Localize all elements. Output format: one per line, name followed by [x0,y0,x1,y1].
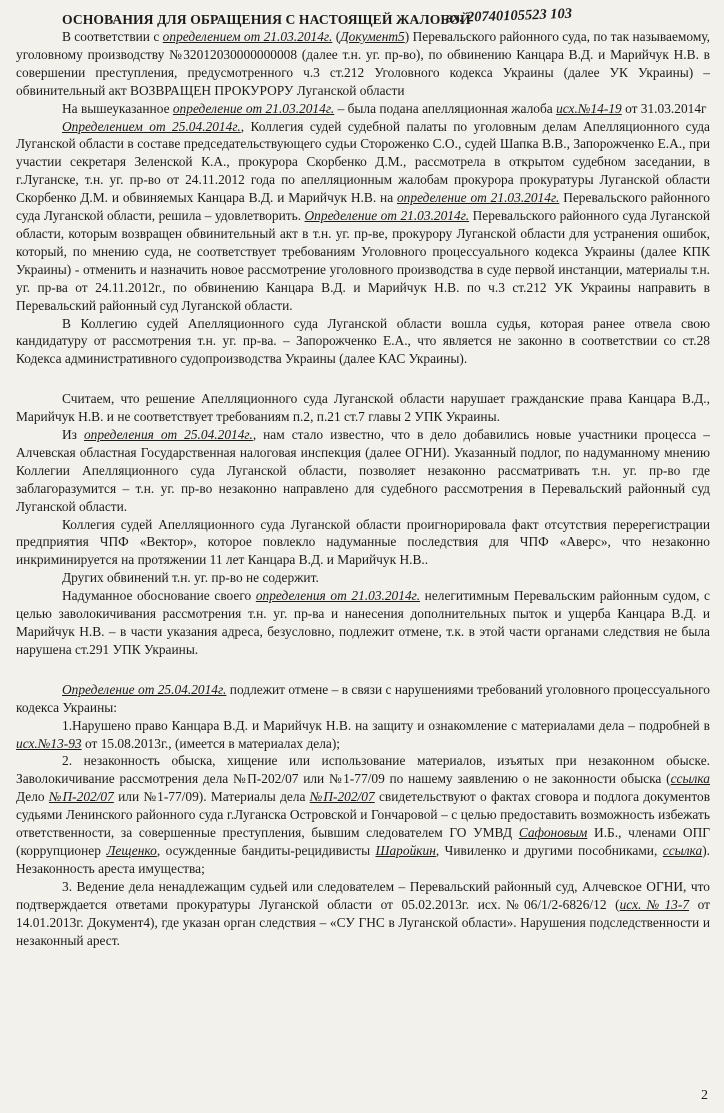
link-reference[interactable]: ссылка [670,771,710,787]
link-case-p-202-07[interactable]: №П-202/07 [48,789,114,805]
paragraph-1: В соответствии с определением от 21.03.2014г. (Документ5) Перевальского районного суда, по так называемому, уголовному производству №32012030000000008 (далее т.н. уг. пр-во), по обвинению Канцара В.Д. и Марийчук Н.В. в совершении преступления, предусмотренного ч.3 ст.212 Уголовного кодекса Украины (далее УК Украины) – обвинительный акт ВОЗВРАЩЕН ПРОКУРОРУ Луганской области [16,29,710,98]
link-ruling-21-03[interactable]: Определение от 21.03.2014г. [304,208,470,224]
link-ruling-25-04[interactable]: Определением от 25.04.2014г. [62,118,241,134]
paragraph-13: 3. Ведение дела ненадлежащим судьей или следователем – Перевальский районный суд, Алчевское ОГНИ, что подтверждается ответами прокуратуры Луганской области от 05.02.2013г. исх.№06/1/2-6826/12 (исх.№13-7 от 14.01.2013г. Документ4), где указан орган следствия – «СУ ГНС в Луганской области». Нарушения подследственности и незаконный арест. [16,878,710,948]
paragraph-10: Определение от 25.04.2014г. подлежит отмене – в связи с нарушениями требований уголовного процессуального кодекса Украины: [16,681,710,715]
paragraph-9: Надуманное обоснование своего определения от 21.03.2014г. нелегитимным Перевальским районным судом, с целью заволокичивания рассмотрения т.н. уг. пр-ва и нанесения дополнительных пыток и ущерба Канцара В.Д. и Марийчук Н.В. – в части указания адреса, безусловно, подлежит отмене, т.к. в этой части органами следствия не была нарушена ст.291 УПК Украины. [16,588,710,657]
page-number: 2 [701,1088,708,1104]
paragraph-8: Других обвинений т.н. уг. пр-во не содержит. [62,570,319,586]
link-document5[interactable]: Документ5 [340,29,405,44]
paragraph-4: В Коллегию судей Апелляционного суда Луганской области вошла судья, которая ранее отвела свою кандидатуру от рассмотрения т.н. уг. пр-ва. – Запорожченко Е.А., что является не законно в соответствии со ст.28 Кодекса административного судопроизводства Украины (далее КАС Украины). [16,315,710,367]
link-ruling-21-03[interactable]: определением от 21.03.2014г. [162,29,333,44]
link-ruling-25-04[interactable]: определения от 25.04.2014г. [83,427,253,443]
link-ref-14-19[interactable]: исх.№14-19 [556,100,622,116]
paragraph-7: Коллегия судей Апелляционного суда Луганской области проигнорировала факт отсутствия перерегистрации предприятия ЧПФ «Вектор», которое повлекло надуманные последствия для ЧПФ «Аверс», что незаконно инкриминируется на протяжении 11 лет Канцара В.Д. и Марийчук Н.В.. [16,516,710,568]
link-safonov[interactable]: Сафоновым [518,825,588,841]
link-ref-13-93[interactable]: исх.№13-93 [16,735,82,751]
link-ruling-21-03[interactable]: определение от 21.03.2014г. [396,190,560,206]
incoming-stamp: вх. 20740105523 103 [445,5,573,27]
link-sharoykin[interactable]: Шаройкин [375,842,436,858]
link-leshchenko[interactable]: Лещенко [106,842,157,858]
paragraph-12: 2. незаконность обыска, хищение или использование материалов, изъятых при незаконном обыске. Заволокичивание рассмотрения дела №П-202/07 или №1-77/09 по нашему заявлению о не законности обыска (ссылка Дело №П-202/07 или №1-77/09). Материалы дела №П-202/07 свидетельствуют о фактах сговора и подлога документов судьями Ленинского районного суда г.Луганска Островской и Гончаровой – с целью предоставить возможность избежать ответственности, за совершенные преступления, бывшим следователем ГО УМВД Сафоновым И.Б., членами ОПГ (коррупционер Лещенко, осужденные бандиты-рецидивисты Шаройкин, Чивиленко и другими пособниками, ссылка). Незаконность ареста имущества; [16,753,711,876]
paragraph-2: На вышеуказанное определение от 21.03.2014г. – была подана апелляционная жалоба исх.№14-19 от 31.03.2014г [62,100,707,116]
paragraph-6: Из определения от 25.04.2014г., нам стало известно, что в дело добавились новые участники процесса – Алчевская областная Государственная налоговая инспекция (далее ОГНИ). Указанный подлог, по надуманному мнению Коллегии Апелляционного суда Луганской области, позволяет незаконно рассматривать т.н. уг. пр-во где заблагоразумится – т.н. уг. пр-во незаконно направлено для судебного рассмотрения в Перевальский районный суд Луганской области. [16,427,710,514]
link-ruling-21-03[interactable]: определения от 21.03.2014г. [255,588,421,604]
document-header [16,5,710,28]
section-title: ОСНОВАНИЯ ДЛЯ ОБРАЩЕНИЯ С НАСТОЯЩЕЙ ЖАЛОБОЙ [62,12,471,27]
link-ref-13-7[interactable]: исх.№13-7 [619,896,690,912]
paragraph-11: 1.Нарушено право Канцара В.Д. и Марийчук Н.В. на защиту и ознакомление с материалами дела – подробней в исх.№13-93 от 15.08.2013г., (имеется в материалах дела); [16,717,710,751]
paragraph-5: Считаем, что решение Апелляционного суда Луганской области нарушает гражданские права Канцара В.Д., Марийчук Н.В. и не соответствует требованиям п.2, п.21 ст.7 главы 2 УПК Украины. [16,391,710,425]
link-ruling-25-04[interactable]: Определение от 25.04.2014г. [62,681,227,697]
link-case-p-202-07[interactable]: №П-202/07 [309,789,375,805]
link-ruling-21-03[interactable]: определение от 21.03.2014г. [172,100,335,116]
link-reference[interactable]: ссылка [662,842,703,858]
paragraph-3: Определением от 25.04.2014г., Коллегия судей судебной палаты по уголовным делам Апелляционного суда Луганской области в составе председательствующего судьи Стороженко С.О., судей Шапка В.В., Запорожченко Е.А., при участии секретаря Зеленской К.А., прокурора Скорбенко Д.М., рассмотрела в открытом судебном заседании, в г.Луганске, т.н. уг. пр-во от 24.11.2012 года по апелляционным жалобам прокурора прокуратуры Луганской области Скорбенко Д.М. и обвиняемых Канцара В.Д. и Марийчук Н.В. на определение от 21.03.2014г. Перевальского районного суда Луганской области, решила – удовлетворить. Определение от 21.03.2014г. Перевальского районного суда Луганской области, которым возвращен обвинительный акт в т.н. уг. пр-ве, прокурору Луганской области для устранения ошибок, который, по мнению суда, не соответствует требованиям Уголовного процессуального кодекса Украины (далее КПК Украины) - отменить и назначить новое рассмотрение уголовного производства в суде первой инстанции, материалы т.н. уг. пр-ва от 24.11.2012г., по обвинению Канцара В.Д. и Марийчук Н.В. по ч.3 ст.212 УК Украины направить в Перевальский районный суд Луганской области. [16,118,710,313]
